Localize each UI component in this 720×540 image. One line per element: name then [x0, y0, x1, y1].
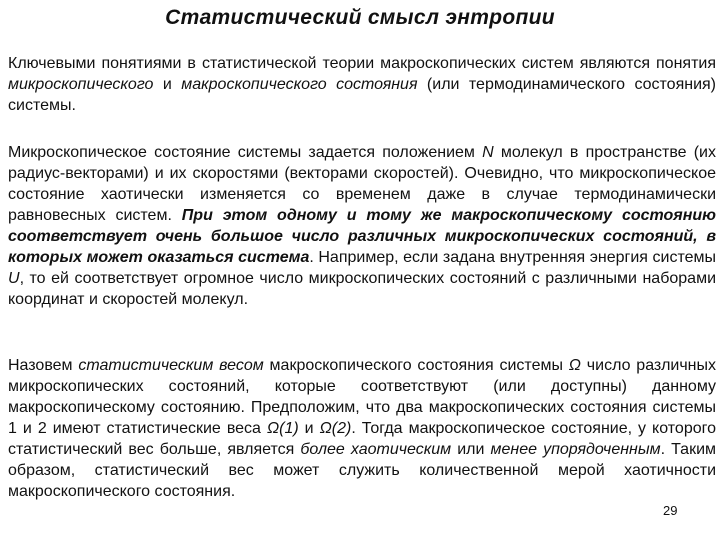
paragraph-key-concepts: [8, 53, 716, 116]
symbol-omega: Ω: [568, 357, 581, 374]
emphasis-key-statement: При этом одному и тому же макроскопическому состоянию соответствует очень большое число различных микроскопических состояний, в которых может оказаться система: [8, 207, 716, 266]
text-run: и: [298, 420, 320, 437]
text-run: или: [451, 441, 491, 458]
text-run: молекул в пространстве (их радиус-векторами) и их скоростями (векторами скоростей). Очевидно, что микроскопическое состояние хаотически изменяется со временем даже в случае термодинамически равновесных систем.: [8, 144, 716, 224]
term-microscopic: микроскопического: [8, 76, 154, 93]
text-run: и: [153, 76, 182, 93]
text-run: Микроскопическое состояние системы задается положением: [8, 144, 483, 161]
text-run: (или термодинамического состояния) системы.: [8, 76, 717, 114]
text-run: . Таким образом, статистический вес может служить количественной мерой хаотичности макроскопического состояния.: [8, 441, 717, 500]
text-run: Ключевыми понятиями в статистической теории макроскопических систем являются понятия: [8, 55, 716, 72]
term-statistical-weight: статистическим весом: [78, 357, 264, 374]
slide-title: Статистический смысл энтропии: [165, 6, 555, 29]
text-run: макроскопического состояния системы: [263, 357, 569, 374]
term-less-ordered: менее упорядоченным: [490, 441, 661, 458]
term-more-chaotic: более хаотическим: [300, 441, 452, 458]
text-run: . Тогда макроскопическое состояние, у которого статистический вес больше, является: [8, 420, 717, 458]
paragraph-microscopic-state: [8, 142, 716, 310]
symbol-omega-1: Ω(1): [266, 420, 299, 437]
symbol-omega-2: Ω(2): [319, 420, 352, 437]
text-run: . Например, если задана внутренняя энергия системы: [309, 249, 716, 266]
paragraph-statistical-weight: [8, 355, 716, 502]
page-number: 29: [663, 503, 678, 518]
term-macroscopic-state: макроскопического состояния: [181, 76, 418, 93]
symbol-n: N: [482, 144, 494, 161]
text-run: число различных микроскопических состояний, которые соответствуют (или доступны) данному макроскопическому состоянию. Предположим, что два макроскопических состояния системы 1 и 2 имеют статистические веса: [8, 357, 717, 437]
symbol-u: U: [8, 270, 20, 287]
text-run: , то ей соответствует огромное число микроскопических состояний с различными наборами координат и скоростей молекул.: [8, 270, 716, 308]
text-run: Назовем: [8, 357, 79, 374]
